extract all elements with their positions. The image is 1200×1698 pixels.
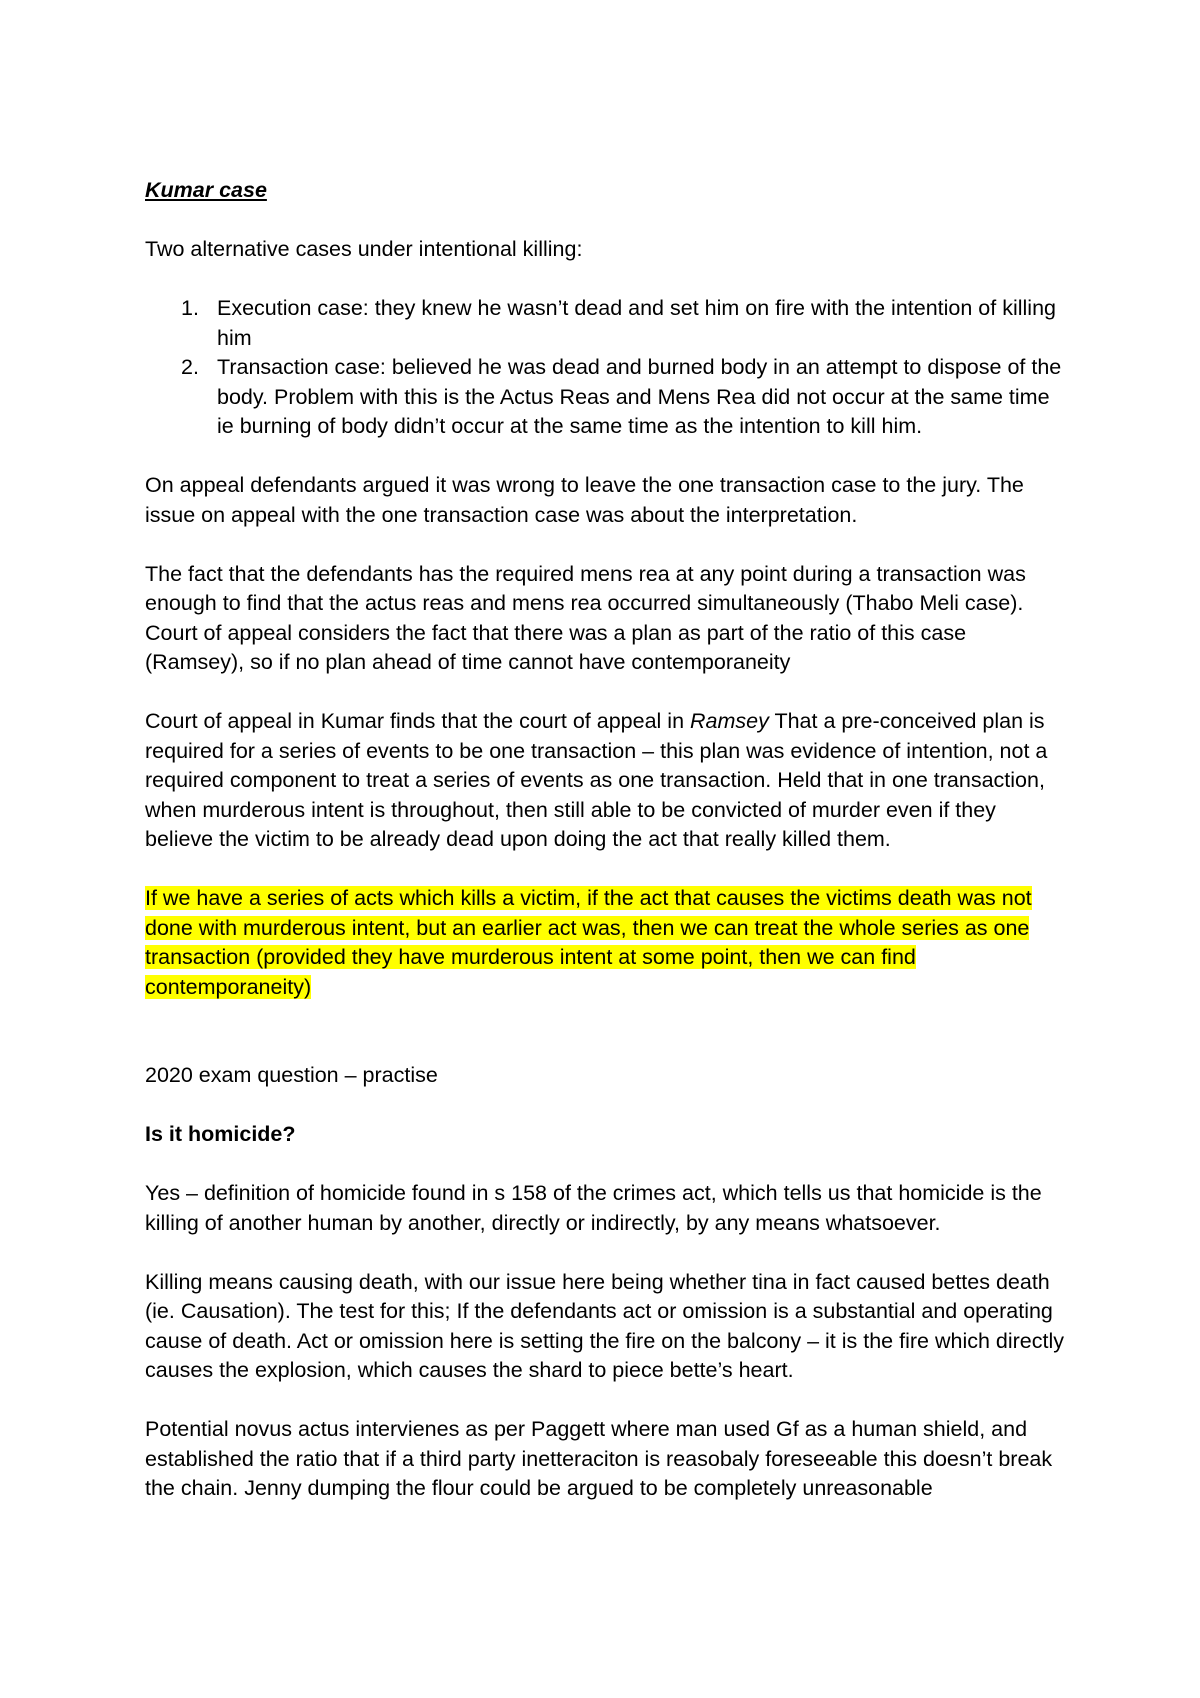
- highlighted-paragraph: [145, 884, 1065, 1002]
- list-number: 2.: [181, 355, 199, 379]
- highlighted-text: If we have a series of acts which kills a victim, if the act that causes the victims death was not done with murderous intent, but an earlier act was, then we can treat the whole series as one transaction (provided they have murderous intent at some point, then we can find contemporaneity): [145, 886, 1032, 999]
- case-name-ramsey: Ramsey: [690, 709, 769, 733]
- document-heading: Kumar case: [145, 178, 267, 202]
- appeal-paragraph: On appeal defendants argued it was wrong to leave the one transaction case to the jury. The issue on appeal with the one transaction case was about the interpretation.: [145, 473, 1024, 527]
- court-paragraph: [145, 707, 1065, 855]
- spacer: [145, 1091, 1065, 1121]
- intro-paragraph: Two alternative cases under intentional killing:: [145, 237, 583, 261]
- spacer: [145, 1002, 1065, 1032]
- spacer: [145, 530, 1065, 560]
- list-item-text: Transaction case: believed he was dead and burned body in an attempt to dispose of the body. Problem with this is the Actus Reas and Mens Rea did not occur at the same time ie burning of body didn’t occur at the same time as the intention to kill him.: [217, 355, 1062, 438]
- list-item-text: Execution case: they knew he wasn’t dead and set him on fire with the intention of killing him: [217, 296, 1056, 350]
- fact-paragraph: The fact that the defendants has the required mens rea at any point during a transaction was enough to find that the actus reas and mens rea occurred simultaneously (Thabo Meli case). Court of appeal considers the fact that there was a plan as part of the ratio of this case (Ramsey), so if no plan ahead of time cannot have contemporaneity: [145, 561, 1026, 674]
- list-item: [145, 294, 1065, 353]
- spacer: [145, 1386, 1065, 1416]
- spacer: [145, 206, 1065, 236]
- exam-title: 2020 exam question – practise: [145, 1063, 438, 1087]
- question-heading: Is it homicide?: [145, 1122, 296, 1146]
- spacer: [145, 855, 1065, 885]
- spacer: [145, 442, 1065, 472]
- spacer: [145, 265, 1065, 295]
- court-text-start: Court of appeal in Kumar finds that the court of appeal in: [145, 709, 690, 733]
- spacer: [145, 678, 1065, 708]
- court-text-end: That a pre-conceived plan is required for a series of events to be one transaction – this plan was evidence of intention, not a required component to treat a series of events as one transaction. Held that in one transaction, when murderous intent is throughout, then still able to be convicted of murder even if they believe the victim to be already dead upon doing the act that really killed them.: [145, 709, 1048, 851]
- list-item: [145, 353, 1065, 442]
- novus-actus-paragraph: Potential novus actus intervienes as per Paggett where man used Gf as a human shield, and established the ratio that if a third party inetteraciton is reasobaly foreseeable this doesn’t break the chain. Jenny dumping the flour could be argued to be completely unreasonable: [145, 1417, 1053, 1500]
- document-page: [145, 176, 1065, 1504]
- list-number: 1.: [181, 296, 199, 320]
- case-list: [145, 294, 1065, 442]
- spacer: [145, 1032, 1065, 1062]
- spacer: [145, 1150, 1065, 1180]
- spacer: [145, 1238, 1065, 1268]
- homicide-definition-paragraph: Yes – definition of homicide found in s 158 of the crimes act, which tells us that homicide is the killing of another human by another, directly or indirectly, by any means whatsoever.: [145, 1181, 1042, 1235]
- causation-paragraph: Killing means causing death, with our issue here being whether tina in fact caused bettes death (ie. Causation). The test for this; If the defendants act or omission is a substantial and operating cause of death. Act or omission here is setting the fire on the balcony – it is the fire which directly causes the explosion, which causes the shard to piece bette’s heart.: [145, 1269, 1064, 1382]
